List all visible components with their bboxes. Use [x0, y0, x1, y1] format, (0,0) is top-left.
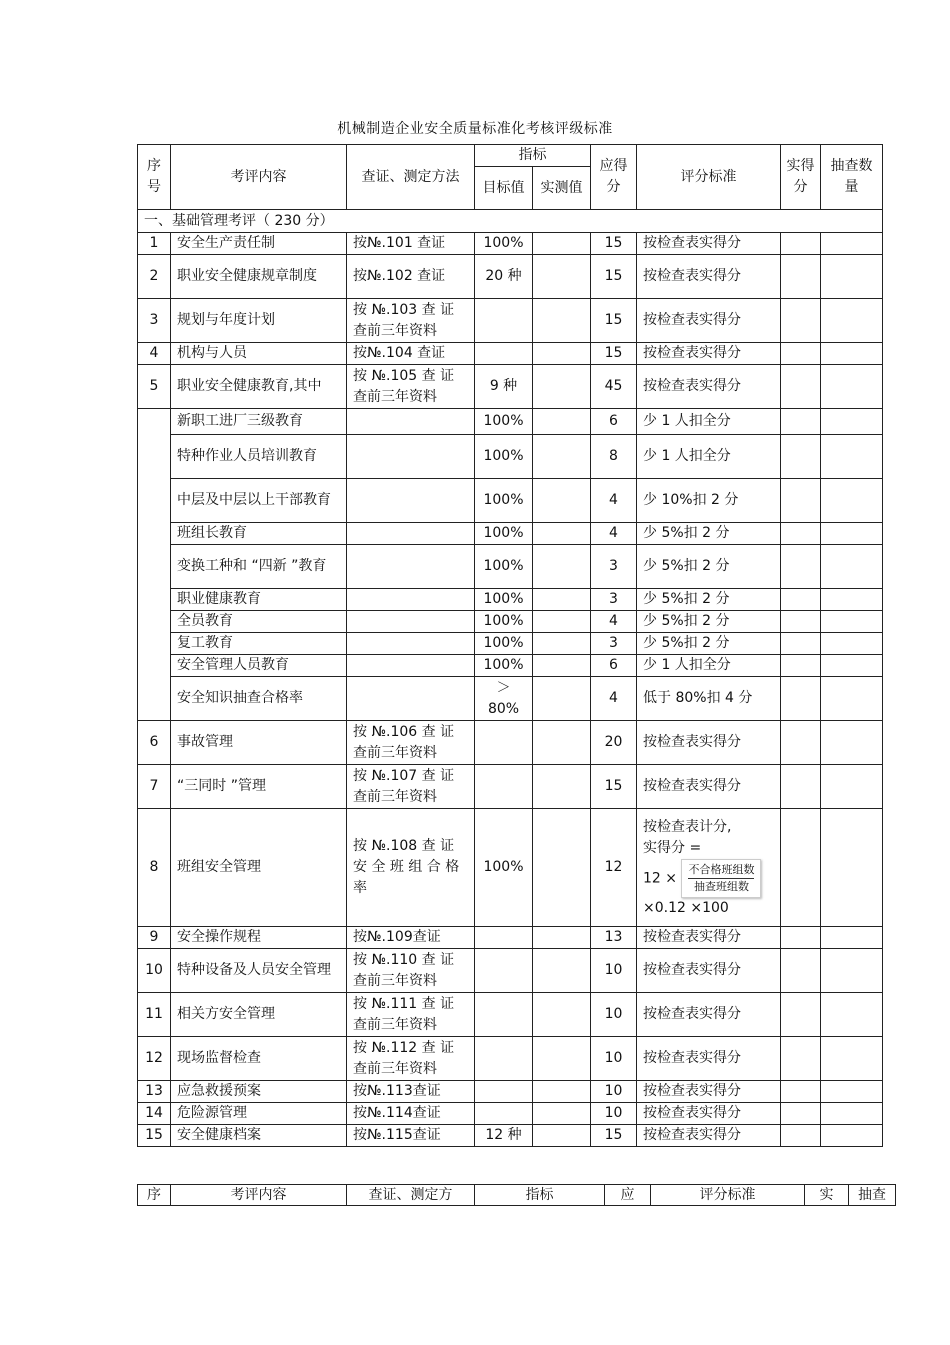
- header-row: [138, 1185, 896, 1206]
- table-row: [138, 721, 883, 765]
- sub-score: 3: [591, 633, 637, 655]
- row-criteria: 按检查表实得分: [637, 765, 781, 809]
- row-method: 按№.101 查证: [347, 233, 475, 255]
- sub-measured: [533, 589, 591, 611]
- sub-content: 安全知识抽查合格率: [171, 677, 347, 721]
- row-sample: [821, 365, 883, 409]
- header-seq: 序: [138, 1185, 171, 1206]
- sub-measured: [533, 523, 591, 545]
- header-score: 应: [605, 1185, 651, 1206]
- header-score: 应得分: [591, 145, 637, 210]
- row-actual: [781, 809, 821, 927]
- header-method: 查证、测定方: [347, 1185, 475, 1206]
- row-criteria: [637, 809, 781, 927]
- sub-target: 100%: [475, 409, 533, 435]
- sub-score: 6: [591, 655, 637, 677]
- header-indicator: 指标: [475, 1185, 605, 1206]
- sub-actual: [781, 523, 821, 545]
- row-score: 13: [591, 927, 637, 949]
- row-actual: [781, 1037, 821, 1081]
- row-seq: 6: [138, 721, 171, 765]
- row-seq: 12: [138, 1037, 171, 1081]
- row-target: [475, 765, 533, 809]
- sub-method: [347, 589, 475, 611]
- sub-actual: [781, 589, 821, 611]
- row-target: [475, 299, 533, 343]
- header-content: 考评内容: [171, 1185, 347, 1206]
- sub-row: [138, 523, 883, 545]
- sub-measured: [533, 479, 591, 523]
- row-method: 按№.109查证: [347, 927, 475, 949]
- sub-method: [347, 409, 475, 435]
- sub-measured: [533, 655, 591, 677]
- row-criteria: 按检查表实得分: [637, 1037, 781, 1081]
- sub-row: [138, 589, 883, 611]
- row-actual: [781, 233, 821, 255]
- table-row: [138, 993, 883, 1037]
- row-measured: [533, 255, 591, 299]
- row-target: [475, 1037, 533, 1081]
- row-seq: 3: [138, 299, 171, 343]
- row-sample: [821, 343, 883, 365]
- sub-row: [138, 633, 883, 655]
- row-score: 15: [591, 299, 637, 343]
- row-actual: [781, 993, 821, 1037]
- row-method: 按№.102 查证: [347, 255, 475, 299]
- row-score: 12: [591, 809, 637, 927]
- row-content: 安全生产责任制: [171, 233, 347, 255]
- row-measured: [533, 765, 591, 809]
- header-sample: 抽查: [849, 1185, 896, 1206]
- row-seq: 14: [138, 1103, 171, 1125]
- sub-score: 4: [591, 523, 637, 545]
- row-criteria: 按检查表实得分: [637, 365, 781, 409]
- sub-measured: [533, 611, 591, 633]
- table-row: [138, 1037, 883, 1081]
- row-score: 10: [591, 1037, 637, 1081]
- row-sample: [821, 1125, 883, 1147]
- row-measured: [533, 927, 591, 949]
- row-measured: [533, 809, 591, 927]
- sub-target: 100%: [475, 523, 533, 545]
- row-score: 10: [591, 1103, 637, 1125]
- row-method: 按№.113查证: [347, 1081, 475, 1103]
- row-sample: [821, 927, 883, 949]
- row-sample: [821, 1081, 883, 1103]
- row-actual: [781, 1081, 821, 1103]
- sub-content: 特种作业人员培训教育: [171, 435, 347, 479]
- sub-score: 3: [591, 545, 637, 589]
- sub-sample: [821, 611, 883, 633]
- sub-score: 6: [591, 409, 637, 435]
- sub-method: [347, 633, 475, 655]
- sub-target: [475, 677, 533, 721]
- sub-method: [347, 435, 475, 479]
- row-score: 10: [591, 1081, 637, 1103]
- sub-sample: [821, 479, 883, 523]
- row-score: 15: [591, 343, 637, 365]
- sub-criteria: 少 5%扣 2 分: [637, 545, 781, 589]
- row-content: 事故管理: [171, 721, 347, 765]
- row-score: 15: [591, 1125, 637, 1147]
- sub-content: 复工教育: [171, 633, 347, 655]
- sub-content: 职业健康教育: [171, 589, 347, 611]
- row-actual: [781, 949, 821, 993]
- row-score: 20: [591, 721, 637, 765]
- row-criteria: 按检查表实得分: [637, 299, 781, 343]
- row-sample: [821, 255, 883, 299]
- sub-criteria: 少 5%扣 2 分: [637, 589, 781, 611]
- row-content: 应急救援预案: [171, 1081, 347, 1103]
- row-method: 按 №.108 查 证 安 全 班 组 合 格 率: [347, 809, 475, 927]
- sub-measured: [533, 545, 591, 589]
- row-method: 按 №.103 查 证 查前三年资料: [347, 299, 475, 343]
- sub-actual: [781, 435, 821, 479]
- row-measured: [533, 949, 591, 993]
- sub-content: 中层及中层以上干部教育: [171, 479, 347, 523]
- sub-criteria: 少 1 人扣全分: [637, 435, 781, 479]
- table-row: [138, 809, 883, 927]
- sub-target: 100%: [475, 633, 533, 655]
- row-measured: [533, 1081, 591, 1103]
- row-content: 安全健康档案: [171, 1125, 347, 1147]
- sub-sample: [821, 633, 883, 655]
- row-content: 现场监督检查: [171, 1037, 347, 1081]
- row-criteria: 按检查表实得分: [637, 1103, 781, 1125]
- row-sample: [821, 1103, 883, 1125]
- row-target: 100%: [475, 233, 533, 255]
- sub-score: 8: [591, 435, 637, 479]
- sub-target: 100%: [475, 589, 533, 611]
- row-seq: 1: [138, 233, 171, 255]
- row-sample: [821, 233, 883, 255]
- section-heading: 一、基础管理考评（ 230 分）: [138, 210, 883, 233]
- row-content: 班组安全管理: [171, 809, 347, 927]
- table-row: [138, 233, 883, 255]
- sub-target: 100%: [475, 655, 533, 677]
- sub-criteria: 低于 80%扣 4 分: [637, 677, 781, 721]
- sub-row: [138, 409, 883, 435]
- row-score: 15: [591, 765, 637, 809]
- row-seq: 10: [138, 949, 171, 993]
- row-seq: 9: [138, 927, 171, 949]
- header-actual: 实: [805, 1185, 849, 1206]
- header-criteria: 评分标准: [637, 145, 781, 210]
- row-target: 9 种: [475, 365, 533, 409]
- document-title: 机械制造企业安全质量标准化考核评级标准: [337, 121, 613, 137]
- sub-measured: [533, 677, 591, 721]
- row-actual: [781, 927, 821, 949]
- sub-method: [347, 655, 475, 677]
- row-content: 职业安全健康教育,其中: [171, 365, 347, 409]
- table-row: [138, 1081, 883, 1103]
- row-method: 按№.104 查证: [347, 343, 475, 365]
- sub-measured: [533, 435, 591, 479]
- row-seq: 5: [138, 365, 171, 409]
- row-method: 按 №.112 查 证 查前三年资料: [347, 1037, 475, 1081]
- row-seq: 11: [138, 993, 171, 1037]
- row-seq: 4: [138, 343, 171, 365]
- sub-row: [138, 677, 883, 721]
- row-content: 相关方安全管理: [171, 993, 347, 1037]
- row-target: [475, 949, 533, 993]
- sub-actual: [781, 479, 821, 523]
- sub-seq-blank: [138, 409, 171, 721]
- sub-measured: [533, 409, 591, 435]
- sub-method: [347, 611, 475, 633]
- sub-sample: [821, 523, 883, 545]
- header-method: 查证、测定方法: [347, 145, 475, 210]
- row-seq: 2: [138, 255, 171, 299]
- table-row: [138, 1125, 883, 1147]
- row-target: [475, 721, 533, 765]
- row-criteria: 按检查表实得分: [637, 233, 781, 255]
- row-target: 12 种: [475, 1125, 533, 1147]
- sub-row: [138, 545, 883, 589]
- table-row: [138, 299, 883, 343]
- table-row: [138, 927, 883, 949]
- sub-row: [138, 611, 883, 633]
- sub-row: [138, 479, 883, 523]
- row-criteria: 按检查表实得分: [637, 343, 781, 365]
- header-indicator: 指标: [475, 145, 591, 167]
- criteria-line-2: 实得分 =: [643, 839, 702, 856]
- row-method: 按 №.106 查 证 查前三年资料: [347, 721, 475, 765]
- sub-target-top: ＞: [496, 679, 511, 696]
- sub-criteria: 少 10%扣 2 分: [637, 479, 781, 523]
- row-sample: [821, 299, 883, 343]
- row-target: [475, 1081, 533, 1103]
- row-target: 20 种: [475, 255, 533, 299]
- sub-content: 安全管理人员教育: [171, 655, 347, 677]
- formula-tail: ×0.12 ×100: [643, 899, 729, 916]
- sub-actual: [781, 633, 821, 655]
- row-content: 规划与年度计划: [171, 299, 347, 343]
- sub-score: 4: [591, 479, 637, 523]
- row-method: 按 №.111 查 证 查前三年资料: [347, 993, 475, 1037]
- header-row: [138, 145, 883, 167]
- sub-row: [138, 435, 883, 479]
- sub-criteria: 少 5%扣 2 分: [637, 633, 781, 655]
- row-seq: 13: [138, 1081, 171, 1103]
- sub-content: 班组长教育: [171, 523, 347, 545]
- table-row: [138, 765, 883, 809]
- sub-content: 变换工种和 “四新 ”教育: [171, 545, 347, 589]
- sub-criteria: 少 5%扣 2 分: [637, 523, 781, 545]
- sub-score: 4: [591, 611, 637, 633]
- sub-sample: [821, 655, 883, 677]
- row-target: 100%: [475, 809, 533, 927]
- row-criteria: 按检查表实得分: [637, 1125, 781, 1147]
- row-score: 10: [591, 949, 637, 993]
- row-content: 职业安全健康规章制度: [171, 255, 347, 299]
- formula-prefix: 12 ×: [643, 870, 677, 886]
- sub-method: [347, 677, 475, 721]
- row-actual: [781, 765, 821, 809]
- row-content: 特种设备及人员安全管理: [171, 949, 347, 993]
- sub-target: 100%: [475, 545, 533, 589]
- row-sample: [821, 809, 883, 927]
- row-actual: [781, 1103, 821, 1125]
- row-content: 安全操作规程: [171, 927, 347, 949]
- table-row: [138, 343, 883, 365]
- row-criteria: 按检查表实得分: [637, 927, 781, 949]
- row-content: “三同时 ”管理: [171, 765, 347, 809]
- sub-method: [347, 545, 475, 589]
- row-target: [475, 927, 533, 949]
- sub-sample: [821, 545, 883, 589]
- row-score: 10: [591, 993, 637, 1037]
- row-criteria: 按检查表实得分: [637, 949, 781, 993]
- sub-row: [138, 655, 883, 677]
- sub-criteria: 少 5%扣 2 分: [637, 611, 781, 633]
- header-measured: 实测值: [533, 167, 591, 210]
- continuation-table-header: [137, 1184, 896, 1206]
- sub-actual: [781, 677, 821, 721]
- row-score: 45: [591, 365, 637, 409]
- fraction-numerator: 不合格班组数: [688, 862, 754, 879]
- row-actual: [781, 255, 821, 299]
- criteria-formula: [643, 859, 777, 898]
- row-criteria: 按检查表实得分: [637, 255, 781, 299]
- row-target: [475, 993, 533, 1037]
- sub-criteria: 少 1 人扣全分: [637, 655, 781, 677]
- sub-target: 100%: [475, 611, 533, 633]
- header-target: 目标值: [475, 167, 533, 210]
- row-measured: [533, 299, 591, 343]
- sub-actual: [781, 611, 821, 633]
- row-score: 15: [591, 255, 637, 299]
- row-criteria: 按检查表实得分: [637, 1081, 781, 1103]
- row-measured: [533, 993, 591, 1037]
- sub-sample: [821, 677, 883, 721]
- row-criteria: 按检查表实得分: [637, 721, 781, 765]
- table-row: [138, 255, 883, 299]
- row-actual: [781, 1125, 821, 1147]
- header-criteria: 评分标准: [651, 1185, 805, 1206]
- row-measured: [533, 343, 591, 365]
- sub-content: 全员教育: [171, 611, 347, 633]
- row-actual: [781, 299, 821, 343]
- row-measured: [533, 1037, 591, 1081]
- row-seq: 7: [138, 765, 171, 809]
- row-sample: [821, 993, 883, 1037]
- row-actual: [781, 721, 821, 765]
- assessment-table: [137, 144, 883, 1147]
- row-measured: [533, 721, 591, 765]
- sub-method: [347, 523, 475, 545]
- sub-criteria: 少 1 人扣全分: [637, 409, 781, 435]
- sub-method: [347, 479, 475, 523]
- row-measured: [533, 1103, 591, 1125]
- row-content: 危险源管理: [171, 1103, 347, 1125]
- row-seq: 15: [138, 1125, 171, 1147]
- sub-sample: [821, 409, 883, 435]
- row-actual: [781, 365, 821, 409]
- header-content: 考评内容: [171, 145, 347, 210]
- row-target: [475, 1103, 533, 1125]
- criteria-line-1: 按检查表计分,: [643, 818, 732, 835]
- sub-measured: [533, 633, 591, 655]
- sub-actual: [781, 409, 821, 435]
- sub-actual: [781, 545, 821, 589]
- table-row: [138, 1103, 883, 1125]
- table-row: [138, 949, 883, 993]
- sub-target: 100%: [475, 479, 533, 523]
- row-sample: [821, 721, 883, 765]
- header-actual: 实得分: [781, 145, 821, 210]
- formula-fraction: [681, 859, 761, 898]
- row-score: 15: [591, 233, 637, 255]
- sub-target: 100%: [475, 435, 533, 479]
- sub-sample: [821, 435, 883, 479]
- row-method: 按 №.107 查 证 查前三年资料: [347, 765, 475, 809]
- fraction-denominator: 抽查班组数: [693, 879, 749, 893]
- sub-sample: [821, 589, 883, 611]
- table-row: [138, 365, 883, 409]
- row-sample: [821, 765, 883, 809]
- sub-score: 4: [591, 677, 637, 721]
- row-sample: [821, 1037, 883, 1081]
- row-target: [475, 343, 533, 365]
- sub-actual: [781, 655, 821, 677]
- sub-content: 新职工进厂三级教育: [171, 409, 347, 435]
- header-sample: 抽查数量: [821, 145, 883, 210]
- row-criteria: 按检查表实得分: [637, 993, 781, 1037]
- row-measured: [533, 365, 591, 409]
- row-method: 按№.114查证: [347, 1103, 475, 1125]
- row-method: 按 №.110 查 证 查前三年资料: [347, 949, 475, 993]
- row-sample: [821, 949, 883, 993]
- row-measured: [533, 233, 591, 255]
- row-content: 机构与人员: [171, 343, 347, 365]
- row-method: 按 №.105 查 证 查前三年资料: [347, 365, 475, 409]
- sub-score: 3: [591, 589, 637, 611]
- row-seq: 8: [138, 809, 171, 927]
- row-actual: [781, 343, 821, 365]
- row-measured: [533, 1125, 591, 1147]
- header-seq: 序号: [138, 145, 171, 210]
- sub-target-bottom: 80%: [487, 700, 520, 717]
- row-method: 按№.115查证: [347, 1125, 475, 1147]
